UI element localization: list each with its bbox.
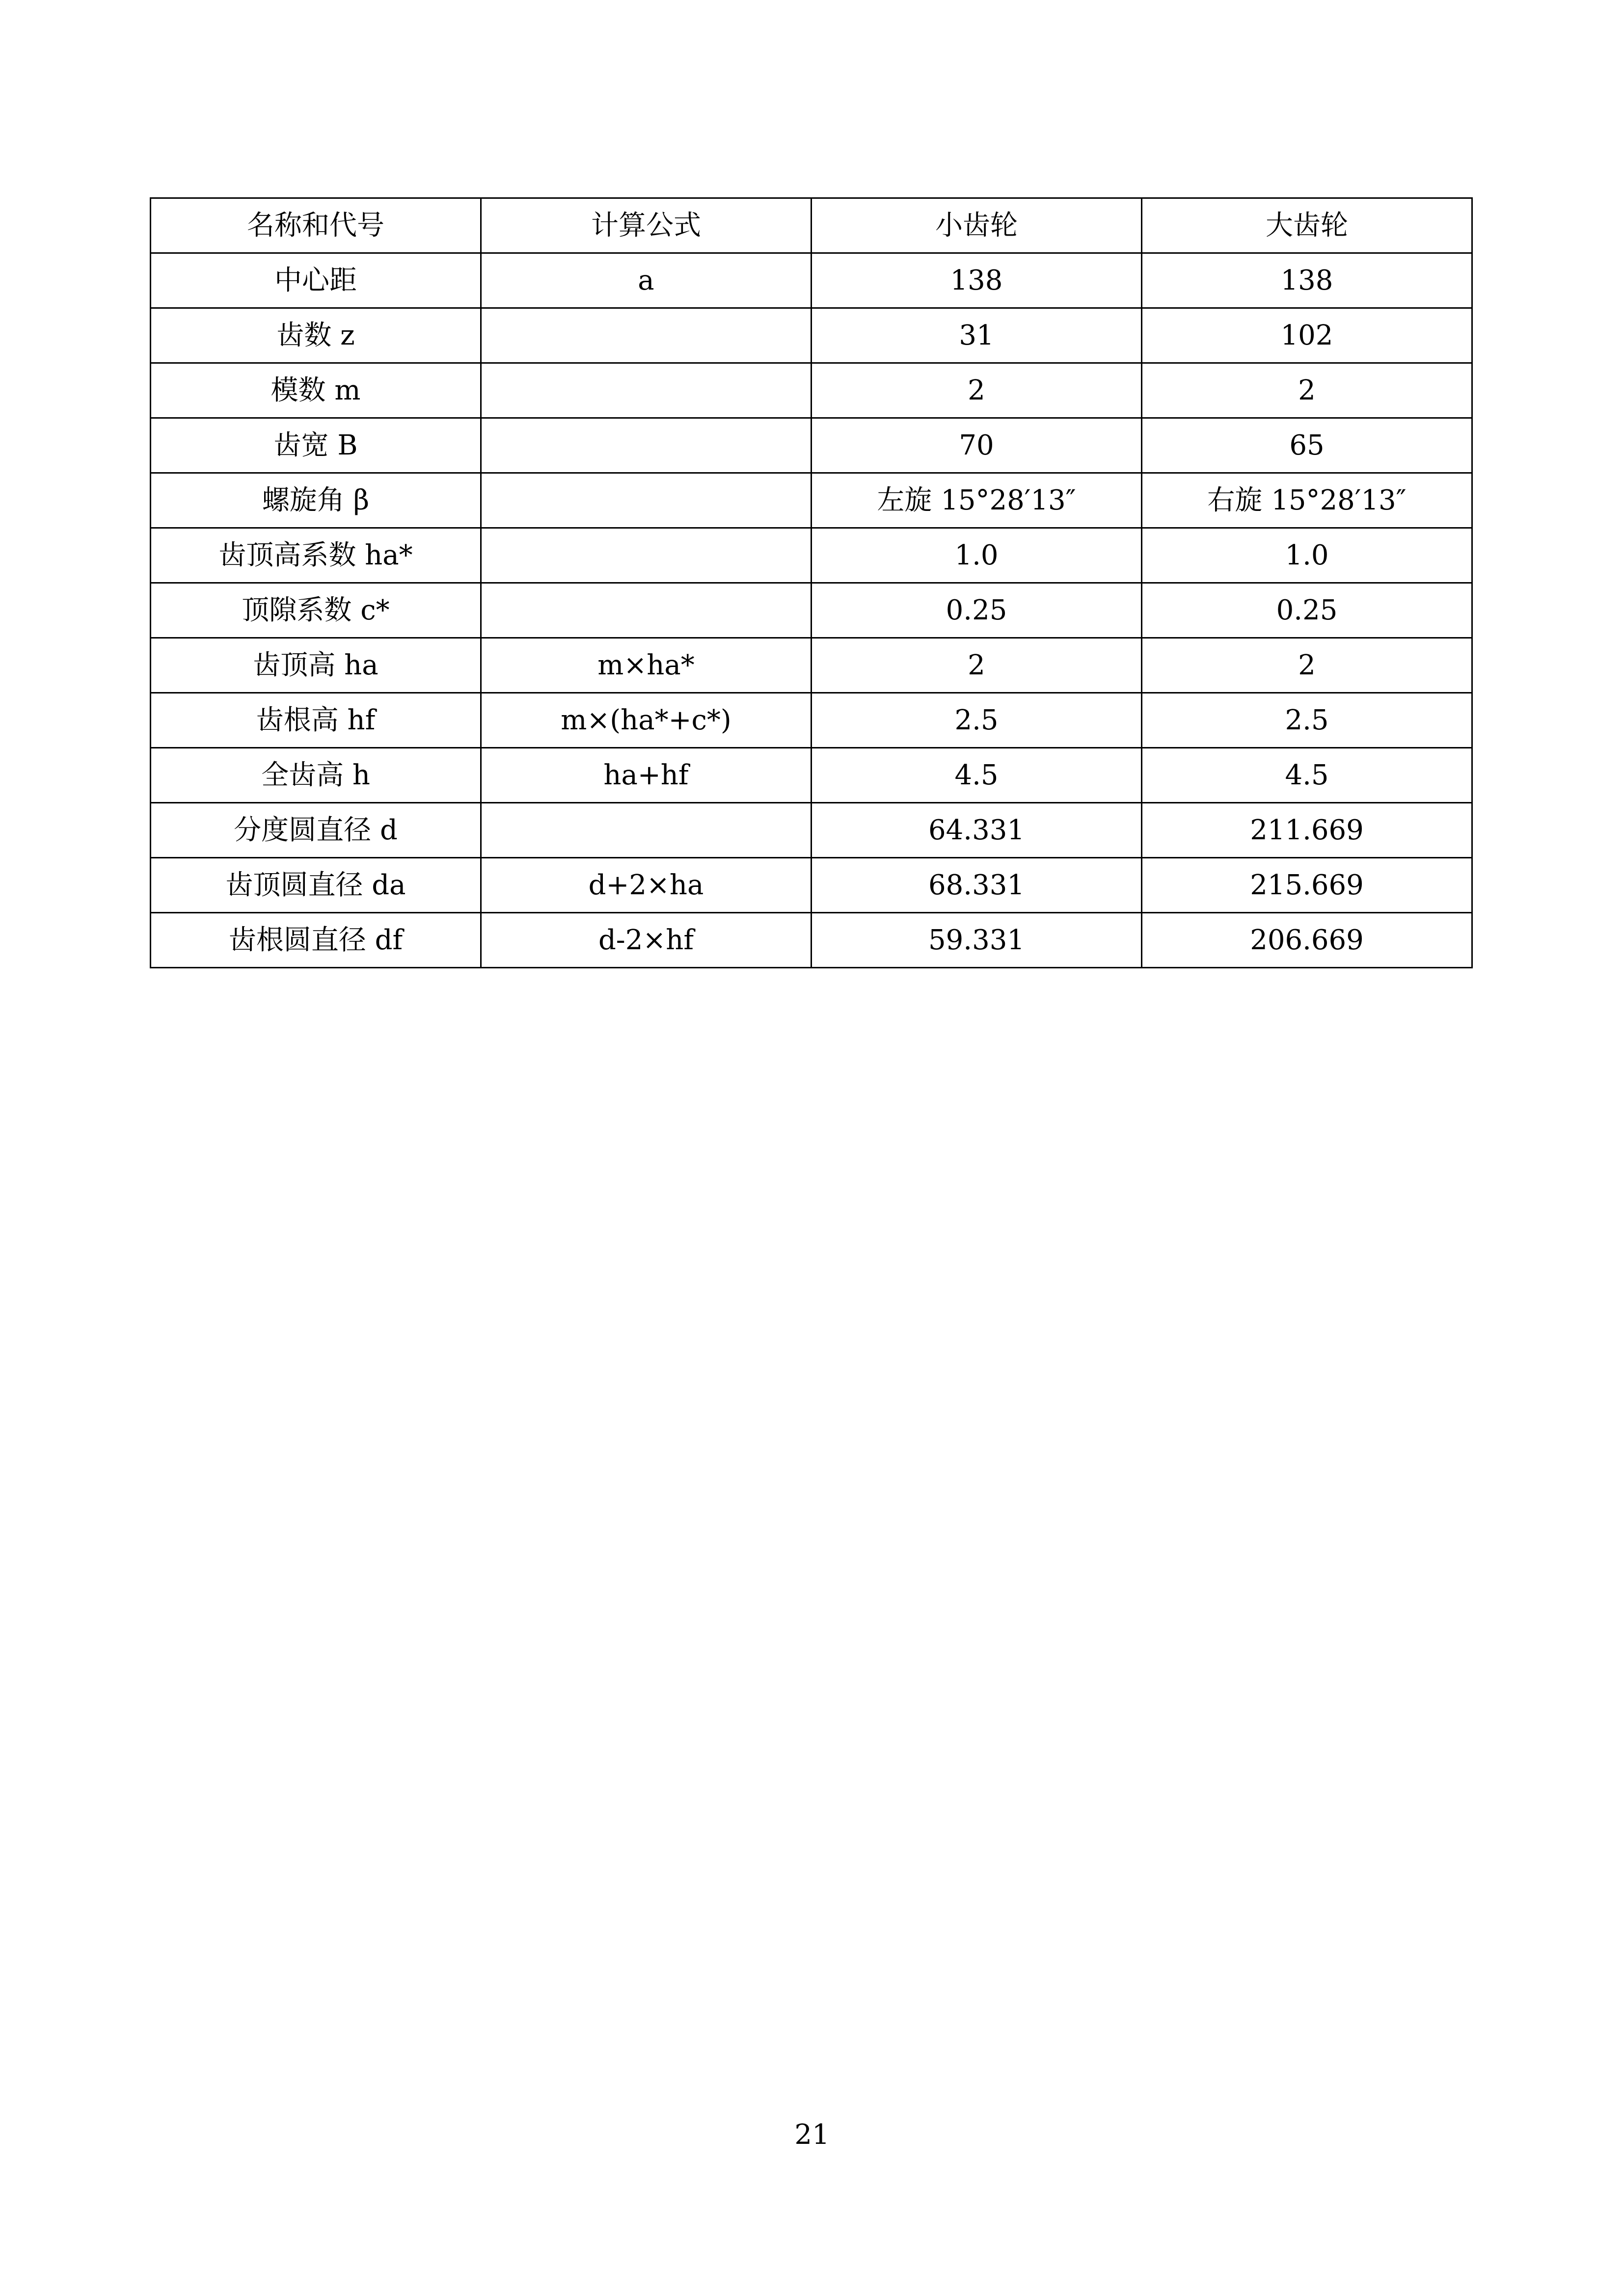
cell-large: 211.669	[1142, 803, 1472, 858]
table-row	[151, 308, 1472, 363]
cell-large: 2	[1142, 638, 1472, 693]
cell-name: 中心距	[151, 253, 481, 308]
table-row	[151, 638, 1472, 693]
cell-large: 1.0	[1142, 528, 1472, 583]
table-row	[151, 253, 1472, 308]
cell-small: 31	[812, 308, 1142, 363]
cell-small: 59.331	[812, 913, 1142, 968]
cell-formula: d+2×ha	[481, 858, 812, 913]
gear-parameter-table	[150, 197, 1473, 968]
header-formula: 计算公式	[481, 198, 812, 253]
cell-large: 138	[1142, 253, 1472, 308]
table-row	[151, 858, 1472, 913]
cell-formula	[481, 473, 812, 528]
cell-small: 2.5	[812, 693, 1142, 748]
cell-formula: m×ha*	[481, 638, 812, 693]
table-row	[151, 473, 1472, 528]
header-large-gear: 大齿轮	[1142, 198, 1472, 253]
cell-large: 206.669	[1142, 913, 1472, 968]
table-row	[151, 748, 1472, 803]
cell-name: 齿数 z	[151, 308, 481, 363]
cell-name: 齿顶圆直径 da	[151, 858, 481, 913]
table-row	[151, 803, 1472, 858]
cell-formula	[481, 418, 812, 473]
cell-formula	[481, 803, 812, 858]
cell-formula	[481, 583, 812, 638]
cell-large: 215.669	[1142, 858, 1472, 913]
page-number: 21	[794, 2119, 830, 2151]
header-small-gear: 小齿轮	[812, 198, 1142, 253]
cell-large: 2	[1142, 363, 1472, 418]
table-row	[151, 913, 1472, 968]
cell-name: 齿顶高系数 ha*	[151, 528, 481, 583]
cell-large: 2.5	[1142, 693, 1472, 748]
cell-formula: a	[481, 253, 812, 308]
cell-small: 4.5	[812, 748, 1142, 803]
cell-name: 齿根高 hf	[151, 693, 481, 748]
cell-small: 2	[812, 638, 1142, 693]
header-name: 名称和代号	[151, 198, 481, 253]
table-header-row	[151, 198, 1472, 253]
table-row	[151, 693, 1472, 748]
cell-large: 4.5	[1142, 748, 1472, 803]
cell-small: 70	[812, 418, 1142, 473]
cell-small: 68.331	[812, 858, 1142, 913]
cell-formula	[481, 528, 812, 583]
cell-small: 1.0	[812, 528, 1142, 583]
cell-name: 齿顶高 ha	[151, 638, 481, 693]
cell-name: 螺旋角 β	[151, 473, 481, 528]
cell-small: 138	[812, 253, 1142, 308]
cell-name: 顶隙系数 c*	[151, 583, 481, 638]
table-row	[151, 418, 1472, 473]
cell-name: 齿宽 B	[151, 418, 481, 473]
cell-large: 102	[1142, 308, 1472, 363]
cell-name: 齿根圆直径 df	[151, 913, 481, 968]
cell-small: 2	[812, 363, 1142, 418]
cell-formula: d-2×hf	[481, 913, 812, 968]
cell-formula	[481, 308, 812, 363]
cell-small: 左旋 15°28′13″	[812, 473, 1142, 528]
cell-name: 分度圆直径 d	[151, 803, 481, 858]
cell-formula	[481, 363, 812, 418]
table-row	[151, 583, 1472, 638]
cell-large: 65	[1142, 418, 1472, 473]
cell-formula: ha+hf	[481, 748, 812, 803]
table-row	[151, 528, 1472, 583]
cell-formula: m×(ha*+c*)	[481, 693, 812, 748]
cell-small: 0.25	[812, 583, 1142, 638]
cell-large: 0.25	[1142, 583, 1472, 638]
cell-name: 全齿高 h	[151, 748, 481, 803]
cell-large: 右旋 15°28′13″	[1142, 473, 1472, 528]
cell-name: 模数 m	[151, 363, 481, 418]
table-row	[151, 363, 1472, 418]
cell-small: 64.331	[812, 803, 1142, 858]
